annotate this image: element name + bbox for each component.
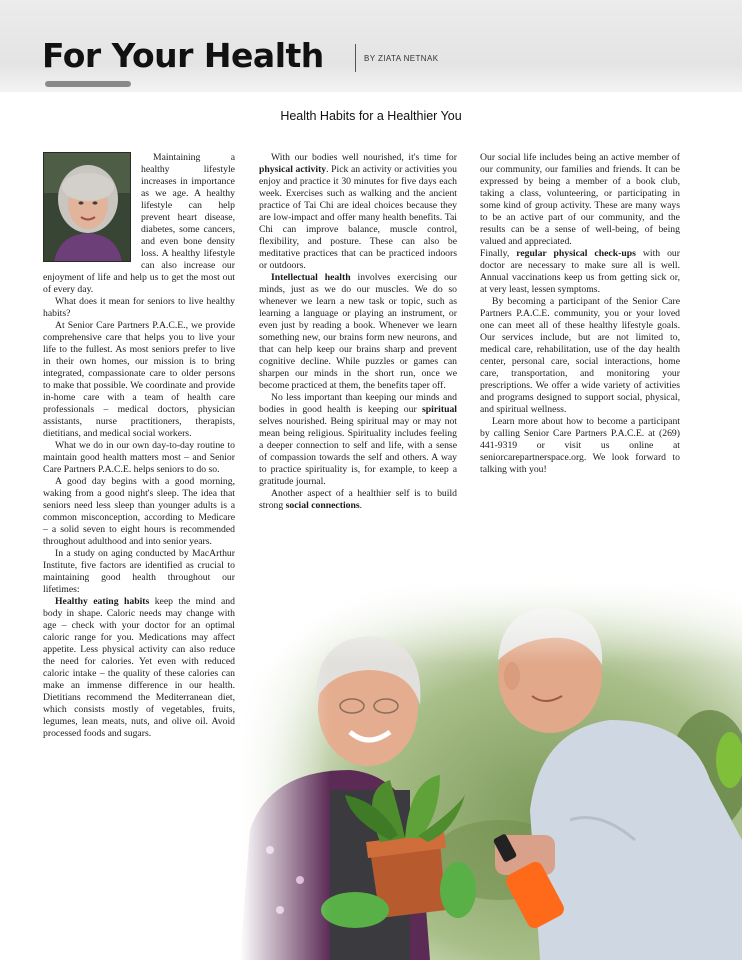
header-divider: [355, 44, 356, 72]
bold-term: spiritual: [422, 404, 457, 415]
paragraph: Maintaining a healthy lifestyle increases in importance as we age. A healthy lifestyle can help prevent heart disease, diabetes, some cancers, and even bone density loss. A healthy lifestyle can also increase our enjoyment of life and help us to get the most out of every day.: [43, 152, 235, 295]
paragraph: Another aspect of a healthier self is to build strong social connections.: [259, 488, 457, 511]
bold-term: social connections: [285, 500, 360, 511]
bold-term: regular physical check-ups: [516, 248, 636, 259]
section-title: For Your Health: [42, 36, 324, 75]
author-photo: [43, 152, 131, 262]
article-column-3: [480, 152, 680, 476]
paragraph: Learn more about how to become a participant by calling Senior Care Partners P.A.C.E. at (269) 441-9319 or visit us online at seniorcarepartnerspace.org. We look forward to talking with you!: [480, 416, 680, 475]
paragraph: Healthy eating habits keep the mind and body in shape. Caloric needs may change with age – check with your doctor for an optimal caloric range for you. Medications may affect appetite. Less physical activity can also reduce the need for calories. Yet even with reduced caloric intake – the quality of these calories can make an immense difference in our health. Dietitians recommend the Mediterranean diet, which consists mostly of vegetables, fruits, legumes, lean meats, nuts, and olive oil. Avoid processed foods and sugars.: [43, 596, 235, 739]
paragraph: With our bodies well nourished, it's time for physical activity. Pick an activity or activities you enjoy and practice it 30 minutes for five days each week. Exercises such as walking and the ancient practice of Tai Chi are ideal choices because they are low-impact and offer many health benefits. Tai Chi can improve balance, muscle control, flexibility, and posture. These can also be meditative practices that can be practiced indoors or outdoors.: [259, 152, 457, 271]
paragraph: What does it mean for seniors to live healthy habits?: [43, 296, 235, 319]
bold-term: Healthy eating habits: [55, 596, 150, 607]
paragraph: At Senior Care Partners P.A.C.E., we provide comprehensive care that helps you to live your life to the fullest. As most seniors prefer to live in their own homes, our mission is to bring integrated, compassionate care to older persons to make that possible. We coordinate and provide in-home care with a team of health care professionals – medical doctors, physician assistants, nurse practitioners, therapists, dietitians, and medical social workers.: [43, 320, 235, 439]
article-column-2: [259, 152, 457, 512]
paragraph: No less important than keeping our minds and bodies in good health is keeping our spiritual selves nourished. Being spiritual may or may not mean being religious. Spirituality includes feeling a deeper connection to self and life, with a sense of compassion towards the self and others. A way to practice spirituality is, for example, to keep a gratitude journal.: [259, 392, 457, 487]
paragraph: Our social life includes being an active member of our community, our families and friends. It can be expressed by being a member of a book club, taking a class, volunteering, or participating in some kind of group activity. These are many ways to be an active part of our community, and the results can be a sense of well-being, of being valued and appreciated.: [480, 152, 680, 247]
article-column-1: [43, 152, 235, 740]
paragraph: A good day begins with a good morning, waking from a good night's sleep. The idea that seniors need less sleep than younger adults is a common misconception, according to Medicare – a solid seven to eight hours is recommended throughout adulthood and into senior years.: [43, 476, 235, 547]
article-title: Health Habits for a Healthier You: [280, 109, 462, 123]
byline: BY ZIATA NETNAK: [364, 54, 439, 63]
bold-term: physical activity: [259, 164, 327, 175]
title-underline: [45, 81, 131, 87]
paragraph: What we do in our own day-to-day routine to maintain good health matters most – and Senior Care Partners P.A.C.E. helps seniors to do so.: [43, 440, 235, 475]
paragraph: Finally, regular physical check-ups with our doctor are necessary to make sure all is well. Annual vaccinations keep us from getting sick or, at very least, lessen symptoms.: [480, 248, 680, 295]
bold-term: Intellectual health: [271, 272, 351, 283]
gardening-photo: [240, 580, 742, 960]
paragraph: Intellectual health involves exercising our minds, just as we do our muscles. We do so whenever we learn a new task or topic, such as learning a language or playing an instrument, or even just by reading a book. Whenever we learn something new, our brains form new neurons, and that can help keep our brains sharp and prevent cognitive decline. While puzzles or games can sharpen our minds in the short run, once we become practiced at them, the benefits taper off.: [259, 272, 457, 391]
paragraph: In a study on aging conducted by MacArthur Institute, five factors are identified as crucial to maintaining good health throughout our lifetimes:: [43, 548, 235, 595]
paragraph: By becoming a participant of the Senior Care Partners P.A.C.E. community, you or your loved one can meet all of these healthy lifestyle goals. Our services include, but are not limited to, medical care, rehabilitation, use of the day health center, personal care, social interactions, home care, transportation, and monitoring your prescriptions. We offer a wide variety of activities and programs designed to support social, physical, and spiritual wellness.: [480, 296, 680, 415]
